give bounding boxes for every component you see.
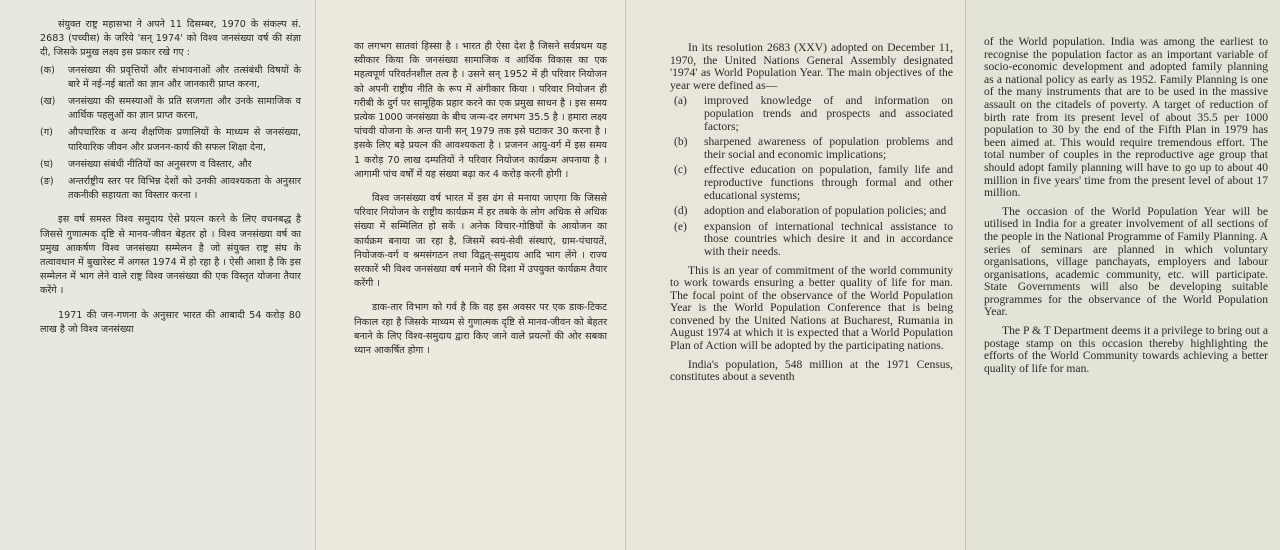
list-item-text: जनसंख्या संबंधी नीतियों का अनुसरण व विस्तार, और (68, 158, 252, 170)
list-item-label: (ङ) (40, 176, 54, 188)
list-item (40, 95, 301, 123)
list-item-text: adoption and elaboration of population policies; and (704, 204, 947, 218)
list-item-text: improved knowledge of and information on population trends and prospects and associated factors; (704, 94, 953, 133)
english-stamp-paragraph: The P & T Department deems it a privilege to bring out a postage stamp on this occasion thereby highlighting the efforts of the World Community towards achieving a better quality of life for man. (984, 324, 1268, 375)
list-item (40, 64, 301, 92)
english-panel-2 (965, 0, 1280, 550)
english-census-paragraph: India's population, 548 million at the 1971 Census, constitutes about a seventh (670, 357, 953, 384)
hindi-panel-2 (315, 0, 625, 550)
list-item-text: अन्तर्राष्ट्रीय स्तर पर विभिन्न देशों को उनकी आवश्यकता के अनुसार तकनीकी सहायता का विस्तार करना । (68, 176, 301, 202)
list-item (670, 95, 953, 133)
list-item-label: (घ) (40, 158, 54, 170)
list-item-label: (e) (674, 219, 687, 233)
list-item-label: (b) (674, 135, 688, 149)
hindi-observance-paragraph: विश्व जनसंख्या वर्ष भारत में इस ढंग से मनाया जाएगा कि जिससे परिवार नियोजन के राष्ट्रीय कार्यक्रम में हर तबके के लोग अधिक से अधिक संख्या में सम्मिलित हो सकें । अनेक विचार-गोष्ठियों के आयोजन का कार्यक्रम बनाया जा रहा है, जिसमें स्वयं-सेवी संस्थाएं, ग्राम-पंचायतें, नियोजक-वर्ग व श्रमसंगठन तथा विद्वत्-समुदाय आदि भाग लेंगे । राज्य सरकारें भी विश्व जनसंख्या वर्ष मनाने की दिशा में उपयुक्त कार्यक्रम तैयार करेंगी । (354, 193, 607, 290)
english-panel-1 (625, 0, 965, 550)
list-item-text: effective education on population, family life and reproductive functions through formal and other educational systems; (704, 163, 953, 202)
list-item (40, 158, 301, 172)
list-item-text: sharpened awareness of population problems and their social and economic implications; (704, 135, 953, 161)
english-family-planning-paragraph: of the World population. India was among the earliest to recognise the population factor as an important variable of socio-economic development and adopted family planning as a national policy as early as 1952. Family Planning is one of the many instruments that are to be used in the massive assault on the citadels of poverty. A target of reduction of birth rate from its present level of about 35.5 per 1000 population to 30 by the end of the Fifth Plan in 1979 has been aimed at. This would require tremendous effort. The total number of couples in the reproductive age group that should adopt family planning will have to go up to about 40 million in five years' time from the present level of about 17 million. (984, 35, 1268, 200)
hindi-stamp-paragraph: डाक-तार विभाग को गर्व है कि वह इस अवसर पर एक डाक-टिकट निकाल रहा है जिसके माध्यम से गुणात्मक दृष्टि से मानव-जीवन को बेहतर बनाने के लिए विश्व-समुदाय द्वारा किए जाने वाले प्रयत्नों की ओर सबका ध्यान आकर्षित होगा । (354, 302, 607, 357)
list-item-label: (d) (674, 204, 688, 218)
hindi-census-paragraph: 1971 की जन-गणना के अनुसार भारत की आबादी 54 करोड़ 80 लाख है जो विश्व जनसंख्या (40, 309, 301, 335)
list-item (670, 221, 953, 259)
list-item (40, 126, 301, 154)
english-intro-paragraph: In its resolution 2683 (XXV) adopted on December 11, 1970, the United Nations General Assembly designated '1974' as World Population Year. The main objectives of the year were defined as— (670, 41, 953, 92)
english-observance-paragraph: The occasion of the World Population Year will be utilised in India for a greater involvement of all sections of the people in the National Programme of Family Planning. A series of seminars are planned in which voluntary organisations, village panchayats, employers and labour organisations, academic community, etc. will participate. State Governments will also be developing suitable programmes for the observance of the World Population Year. (984, 204, 1268, 319)
hindi-family-planning-paragraph: का लगभग सातवां हिस्सा है । भारत ही ऐसा देश है जिसने सर्वप्रथम यह स्वीकार किया कि जनसंख्या सामाजिक व आर्थिक विकास का एक महत्वपूर्ण परिवर्तनशील तत्व है । उसने सन् 1952 में ही परिवार नियोजन को अपनी राष्ट्रीय नीति के रूप में अंगीकार किया । परिवार नियोजन ही गरीबी के दुर्ग पर सामूहिक प्रहार करने का एक प्रमुख साधन है । इस समय प्रत्येक 1000 जनसंख्या के बीच जन्म-दर लगभग 35.5 है । हमारा लक्ष्य पांचवी योजना के अन्त यानी सन् 1979 तक इसे घटाकर 30 करना है । इसके लिए बड़े प्रयत्न की आवश्यकता है । प्रजनन आयु-वर्ग में इस समय 1 करोड़ 70 लाख दम्पतियों ने परिवार नियोजन कार्यक्रम अपनाया है । आगामी पांच वर्षों में यह संख्या बढ़ा कर 4 करोड़ करनी होगी । (354, 41, 607, 180)
list-item-label: (ग) (40, 127, 53, 139)
english-objectives-list (670, 95, 953, 258)
list-item (670, 205, 953, 218)
list-item (670, 164, 953, 202)
hindi-panel-1 (0, 0, 315, 550)
list-item-label: (c) (674, 163, 687, 177)
hindi-objectives-list (40, 64, 301, 204)
hindi-commitment-paragraph: इस वर्ष समस्त विश्व समुदाय ऐसे प्रयत्न करने के लिए वचनबद्ध है जिससे गुणात्मक दृष्टि से मानव-जीवन बेहतर हो । विश्व जनसंख्या वर्ष का प्रमुख आकर्षण विश्व जनसंख्या सम्मेलन है जो संयुक्त राष्ट्र संघ के तत्वावधान में बुखारेस्ट में अगस्त 1974 में हो रहा है । ऐसी आशा है कि इस सम्मेलन में भाग लेने वाले राष्ट्र विश्व जनसंख्या की एक विस्तृत योजना तैयार करेंगे । (40, 214, 301, 297)
list-item-text: औपचारिक व अन्य शैक्षणिक प्रणालियों के माध्यम से जनसंख्या, पारिवारिक जीवन और प्रजनन-कार्य की सफल शिक्षा देना, (68, 127, 301, 153)
hindi-intro-paragraph: संयुक्त राष्ट्र महासभा ने अपने 11 दिसम्बर, 1970 के संकल्प सं. 2683 (पच्चीस) के जरिये 'सन् 1974' को विश्व जनसंख्या वर्ष की संज्ञा दी, जिसके प्रमुख लक्ष्य इस प्रकार रखे गए : (40, 19, 301, 59)
list-item (670, 136, 953, 161)
list-item-text: जनसंख्या की प्रवृत्तियों और संभावनाओं और तत्संबंधी विषयों के बारे में नई-नई बातों का ज्ञान और जानकारी प्राप्त करना, (68, 64, 301, 90)
list-item-label: (क) (40, 64, 55, 76)
list-item (40, 175, 301, 203)
list-item-text: expansion of international technical assistance to those countries which desire it and in accordance with their needs. (704, 219, 953, 258)
list-item-label: (ख) (40, 96, 56, 108)
list-item-text: जनसंख्या की समस्याओं के प्रति सजगता और उनके सामाजिक व आर्थिक पहलुओं का ज्ञान प्राप्त करना, (68, 96, 301, 122)
list-item-label: (a) (674, 94, 687, 108)
english-commitment-paragraph: This is an year of commitment of the world community to work towards ensuring a better quality of life for man. The focal point of the observance of the World Population Year is the World Population Conference that is being convened by the United Nations at Bucharest, Rumania in August 1974 at which it is expected that a World Population Plan of Action will be adopted by the participating nations. (670, 263, 953, 353)
